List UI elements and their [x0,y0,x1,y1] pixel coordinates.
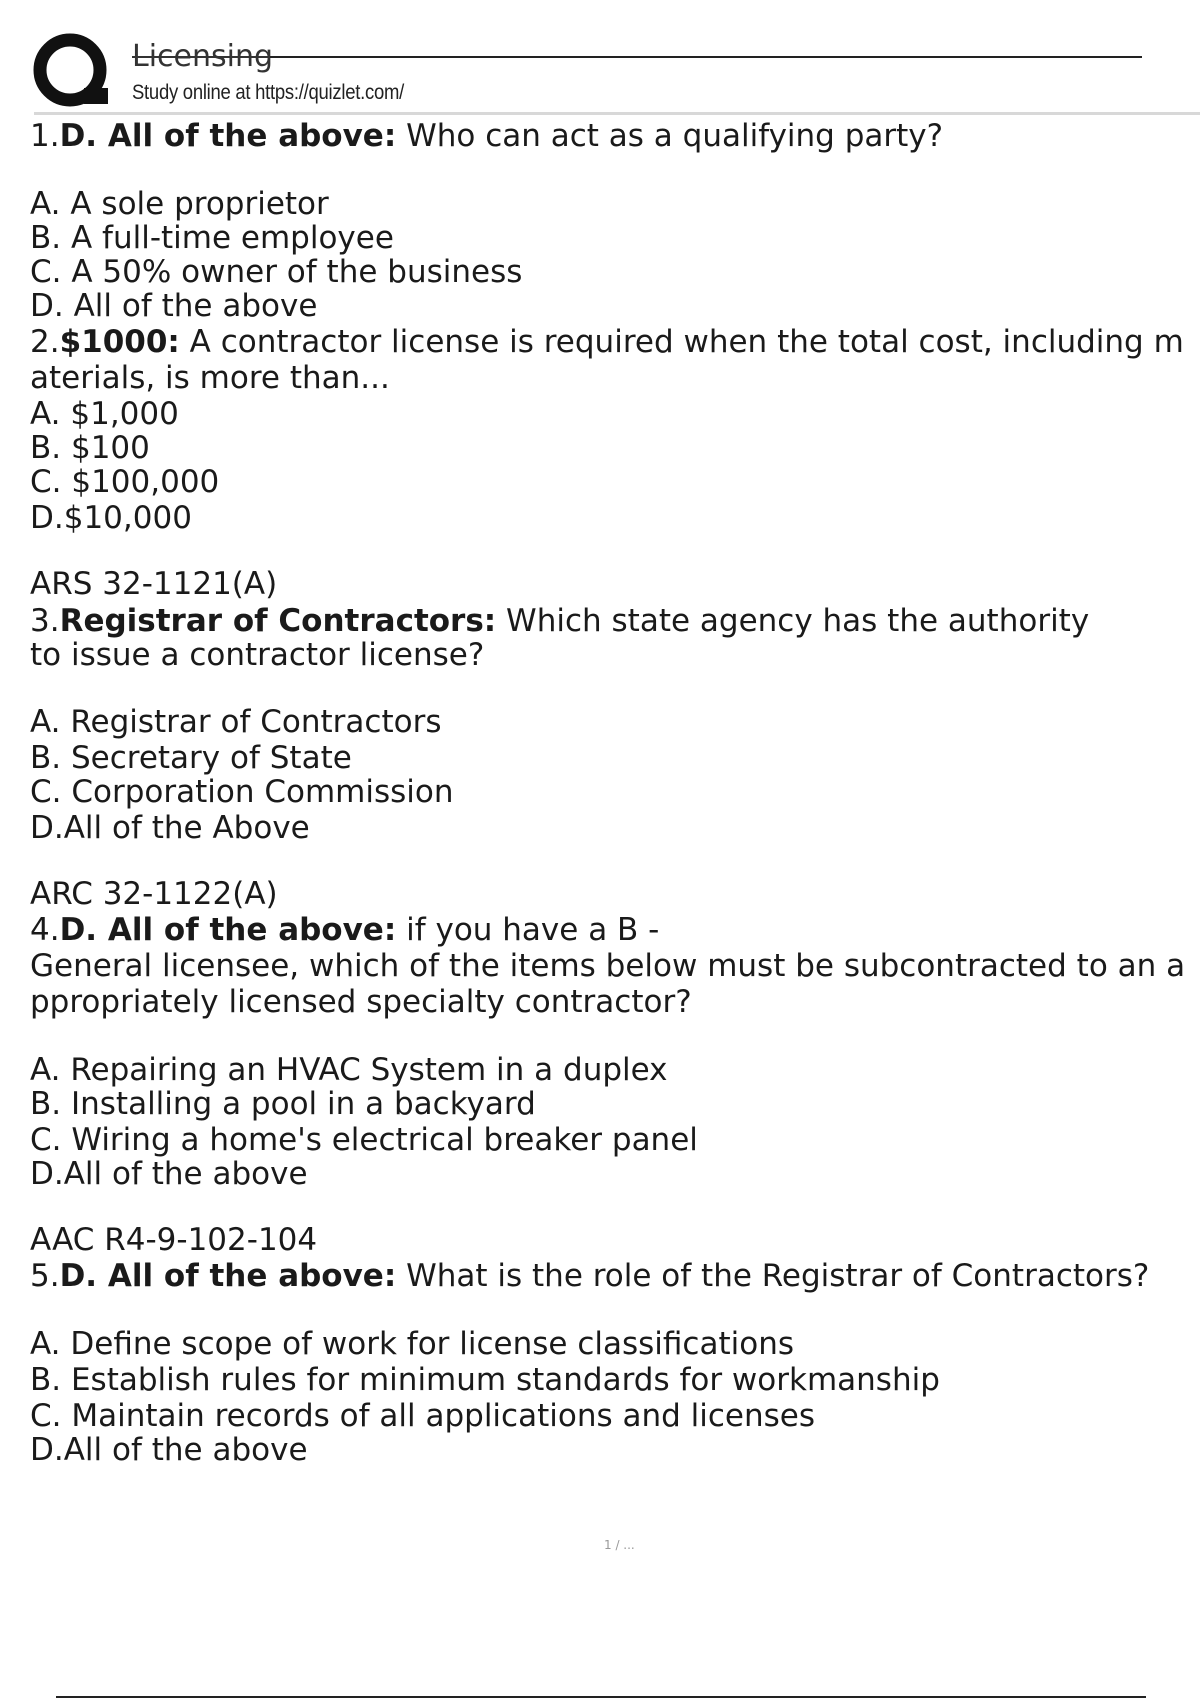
question-number: 1. [30,118,60,154]
spacer [30,1020,1200,1052]
option: A. $1,000 [30,396,179,432]
question-answer: D. All of the above: [59,118,397,154]
spacer [30,844,1200,876]
question-5 [30,1258,1200,1294]
question-3 [30,604,1120,672]
title-rule [270,56,1142,58]
question-text: A contractor license is required when the total cost, including materials, is more than... [30,324,1184,396]
reference: ARC 32-1122(A) [30,876,278,912]
option: B. Establish rules for minimum standards for workmanship [30,1362,940,1398]
option: A. Define scope of work for license classifications [30,1326,794,1362]
question-number: 2. [30,324,60,360]
question-text: Which state agency has the authority to issue a contractor license? [30,603,1090,673]
spacer [30,1294,1200,1326]
question-answer: Registrar of Contractors: [59,603,497,639]
option: C. Corporation Commission [30,774,454,810]
question-text: if you have a B - [396,912,660,948]
study-online-link[interactable]: Study online at https://quizlet.com/ [132,81,404,104]
option: D.All of the above [30,1432,308,1468]
option: A. A sole proprietor [30,186,329,222]
header-divider [34,112,1200,115]
reference: AAC R4-9-102-104 [30,1222,318,1258]
option: A. Repairing an HVAC System in a duplex [30,1052,668,1088]
spacer [30,534,1200,566]
question-text: What is the role of the Registrar of Contractors? [396,1258,1150,1294]
footer-divider [56,1696,1146,1698]
option: D.All of the Above [30,810,310,846]
page-number: 1 / ... [604,1538,635,1552]
option: B. Secretary of State [30,740,352,776]
option: B. A full-time employee [30,220,394,256]
option: C. Maintain records of all applications and licenses [30,1398,816,1434]
flashcard-list [30,118,1200,1468]
spacer [30,1190,1200,1222]
question-4 [30,912,1200,948]
question-1 [30,118,1200,154]
question-4-continued: General licensee, which of the items below must be subcontracted to an appropriately licensed specialty contractor? [30,948,1186,1020]
option: D.All of the above [30,1156,308,1192]
reference: ARS 32-1121(A) [30,566,278,602]
option: A. Registrar of Contractors [30,704,442,740]
spacer [30,154,1200,186]
question-number: 5. [30,1258,60,1294]
document-title: Licensing [132,39,274,74]
option: C. $100,000 [30,464,220,500]
question-number: 4. [30,912,60,948]
question-text: Who can act as a qualifying party? [396,118,944,154]
question-answer: D. All of the above: [59,912,397,948]
option: C. Wiring a home's electrical breaker panel [30,1122,698,1158]
option: B. Installing a pool in a backyard [30,1086,536,1122]
option: C. A 50% owner of the business [30,254,523,290]
quizlet-logo-icon [32,32,112,112]
question-number: 3. [30,603,60,639]
document-header [0,0,1200,120]
spacer [30,672,1200,704]
question-answer: $1000: [59,324,180,360]
option: D.$10,000 [30,500,192,536]
question-2 [30,324,1200,396]
option: D. All of the above [30,288,318,324]
question-answer: D. All of the above: [59,1258,397,1294]
option: B. $100 [30,430,150,466]
